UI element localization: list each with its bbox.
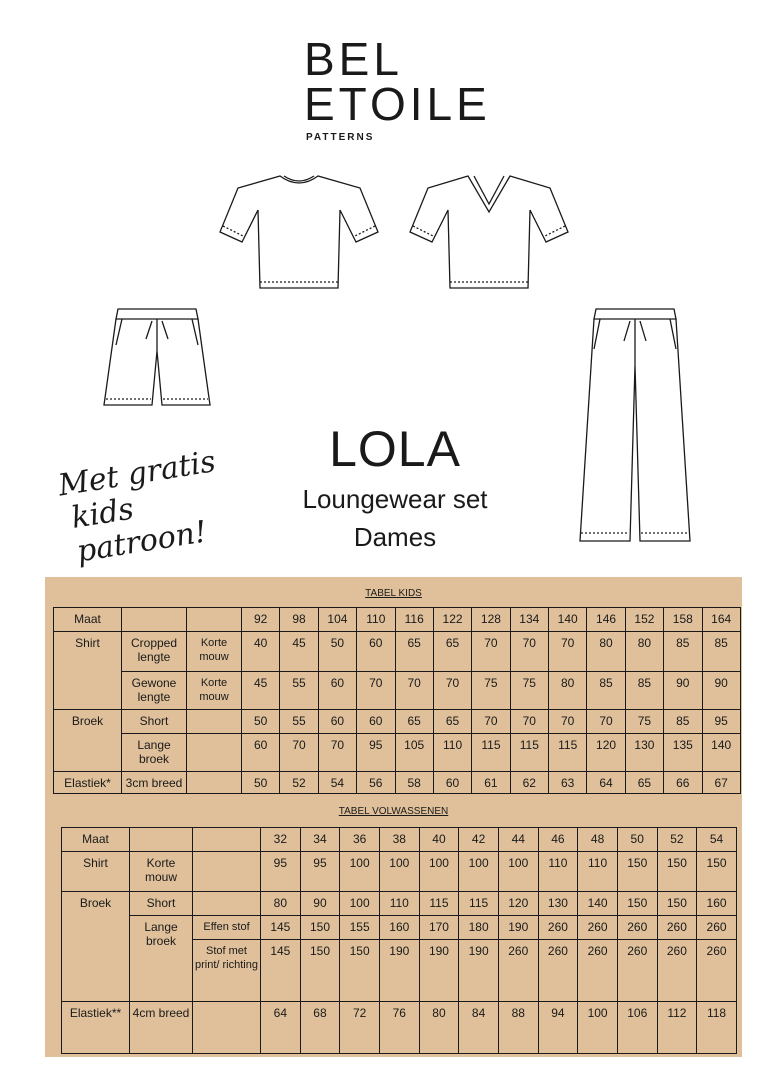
adults-row-label-c3: [193, 852, 261, 892]
adults-size-value: 115: [419, 892, 459, 916]
kids-table-title: TABEL KIDS: [365, 588, 422, 599]
kids-size-value: 116: [395, 608, 433, 632]
adults-size-value: 80: [419, 1002, 459, 1054]
kids-size-value: 70: [549, 632, 587, 672]
adults-size-value: 260: [697, 916, 737, 940]
kids-size-value: 70: [357, 672, 395, 710]
kids-size-value: 54: [318, 772, 356, 794]
kids-size-value: 60: [433, 772, 471, 794]
kids-size-value: 85: [664, 710, 702, 734]
adults-row-label-c2: 4cm breed: [130, 1002, 193, 1054]
kids-size-value: 60: [318, 710, 356, 734]
adults-row-label-c1: Maat: [62, 828, 130, 852]
adults-size-value: 180: [459, 916, 499, 940]
adults-size-value: 80: [261, 892, 301, 916]
adults-size-value: 115: [459, 892, 499, 916]
kids-size-value: 52: [280, 772, 318, 794]
kids-size-value: 152: [625, 608, 663, 632]
kids-row-label-c3: [187, 772, 242, 794]
kids-size-value: 50: [242, 710, 280, 734]
adults-table-row: [62, 916, 737, 940]
adults-size-value: 88: [498, 1002, 538, 1054]
kids-size-value: 75: [472, 672, 510, 710]
adults-size-value: 118: [697, 1002, 737, 1054]
adults-row-label-c2: Korte mouw: [130, 852, 193, 892]
adults-size-value: 72: [340, 1002, 380, 1054]
adults-row-label-c3: Stof met print/ richting: [193, 940, 261, 1002]
adults-row-label-c2: Short: [130, 892, 193, 916]
adults-size-value: 260: [538, 916, 578, 940]
kids-size-value: 115: [472, 734, 510, 772]
adults-size-value: 34: [300, 828, 340, 852]
kids-size-value: 55: [280, 710, 318, 734]
adults-size-table: [61, 827, 737, 1054]
brand-logo: [290, 34, 490, 146]
adults-size-value: 100: [498, 852, 538, 892]
kids-size-value: 70: [433, 672, 471, 710]
kids-table-row: [54, 772, 741, 794]
adults-size-value: 260: [578, 940, 618, 1002]
adults-table-title: TABEL VOLWASSENEN: [338, 806, 449, 817]
adults-size-value: 44: [498, 828, 538, 852]
adults-size-value: 110: [379, 892, 419, 916]
adults-row-label-c2: [130, 828, 193, 852]
kids-size-value: 67: [702, 772, 740, 794]
kids-size-value: 110: [357, 608, 395, 632]
adults-row-label-c3: [193, 892, 261, 916]
adults-size-value: 260: [657, 940, 697, 1002]
adults-size-value: 36: [340, 828, 380, 852]
kids-size-value: 63: [549, 772, 587, 794]
kids-size-value: 45: [242, 672, 280, 710]
adults-size-value: 52: [657, 828, 697, 852]
adults-size-value: 260: [578, 916, 618, 940]
adults-row-label-c3: Effen stof: [193, 916, 261, 940]
pattern-subtitle-audience: Dames: [353, 522, 437, 552]
kids-size-value: 105: [395, 734, 433, 772]
adults-table-row: [62, 892, 737, 916]
adults-size-value: 112: [657, 1002, 697, 1054]
adults-size-value: 190: [498, 916, 538, 940]
kids-size-value: 134: [510, 608, 548, 632]
adults-size-value: 190: [379, 940, 419, 1002]
kids-row-label-c3: Korte mouw: [187, 632, 242, 672]
adults-size-value: 95: [300, 852, 340, 892]
adults-size-value: 100: [459, 852, 499, 892]
kids-size-value: 158: [664, 608, 702, 632]
kids-size-value: 56: [357, 772, 395, 794]
kids-size-value: 60: [357, 710, 395, 734]
pattern-subtitle: Loungewear set: [302, 484, 488, 514]
tshirt-vneck-illustration: [408, 170, 570, 296]
adults-size-value: 100: [419, 852, 459, 892]
kids-size-value: 80: [549, 672, 587, 710]
kids-size-value: 80: [587, 632, 625, 672]
adults-row-label-c3: [193, 1002, 261, 1054]
kids-size-value: 146: [587, 608, 625, 632]
kids-size-value: 70: [587, 710, 625, 734]
kids-size-value: 70: [549, 710, 587, 734]
kids-size-value: 70: [280, 734, 318, 772]
adults-row-label-c3: [193, 828, 261, 852]
adults-size-value: 100: [379, 852, 419, 892]
adults-size-value: 84: [459, 1002, 499, 1054]
kids-size-value: 75: [510, 672, 548, 710]
kids-row-label-c1: Broek: [54, 710, 122, 772]
kids-row-label-c2: 3cm breed: [122, 772, 187, 794]
adults-row-label-c2: Lange broek: [130, 916, 193, 1002]
kids-size-value: 64: [587, 772, 625, 794]
kids-size-value: 70: [472, 632, 510, 672]
adults-size-value: 260: [498, 940, 538, 1002]
kids-size-value: 120: [587, 734, 625, 772]
adults-size-value: 48: [578, 828, 618, 852]
adults-size-value: 145: [261, 916, 301, 940]
kids-size-value: 65: [395, 710, 433, 734]
kids-size-value: 135: [664, 734, 702, 772]
kids-row-label-c1: Elastiek*: [54, 772, 122, 794]
adults-size-value: 260: [617, 940, 657, 1002]
kids-size-value: 55: [280, 672, 318, 710]
adults-row-label-c1: Shirt: [62, 852, 130, 892]
script-line-1: Met gratis: [55, 444, 218, 504]
kids-size-value: 85: [625, 672, 663, 710]
adults-size-value: 50: [617, 828, 657, 852]
adults-size-value: 260: [617, 916, 657, 940]
kids-size-value: 70: [510, 632, 548, 672]
adults-size-value: 150: [300, 940, 340, 1002]
tshirt-crewneck-illustration: [218, 170, 380, 296]
kids-row-label-c1: Maat: [54, 608, 122, 632]
kids-row-label-c3: [187, 608, 242, 632]
kids-size-value: 50: [318, 632, 356, 672]
kids-size-value: 60: [318, 672, 356, 710]
adults-size-value: 130: [538, 892, 578, 916]
kids-size-value: 115: [510, 734, 548, 772]
adults-row-label-c1: Broek: [62, 892, 130, 1002]
kids-size-value: 60: [242, 734, 280, 772]
adults-size-value: 160: [379, 916, 419, 940]
kids-row-label-c2: Lange broek: [122, 734, 187, 772]
adults-size-value: 150: [657, 852, 697, 892]
adults-size-value: 100: [578, 1002, 618, 1054]
adults-size-value: 150: [657, 892, 697, 916]
adults-size-value: 260: [657, 916, 697, 940]
adults-row-label-c1: Elastiek**: [62, 1002, 130, 1054]
shorts-illustration: [100, 305, 214, 411]
kids-size-value: 40: [242, 632, 280, 672]
kids-size-value: 164: [702, 608, 740, 632]
kids-size-value: 70: [395, 672, 433, 710]
adults-size-value: 110: [578, 852, 618, 892]
adults-table-row: [62, 852, 737, 892]
adults-size-value: 150: [340, 940, 380, 1002]
kids-row-label-c2: Cropped lengte: [122, 632, 187, 672]
adults-size-value: 100: [340, 852, 380, 892]
kids-table-row: [54, 632, 741, 672]
adults-size-value: 54: [697, 828, 737, 852]
brand-line-2: ETOILE: [304, 78, 491, 130]
kids-size-value: 62: [510, 772, 548, 794]
pattern-title: LOLA: [329, 421, 461, 477]
adults-size-value: 140: [578, 892, 618, 916]
kids-size-value: 95: [357, 734, 395, 772]
kids-row-label-c3: [187, 710, 242, 734]
adults-size-value: 94: [538, 1002, 578, 1054]
kids-size-value: 58: [395, 772, 433, 794]
kids-size-value: 95: [702, 710, 740, 734]
adults-size-value: 110: [538, 852, 578, 892]
adults-size-value: 150: [617, 852, 657, 892]
adults-size-value: 106: [617, 1002, 657, 1054]
adults-size-value: 150: [300, 916, 340, 940]
adults-table-row: [62, 1002, 737, 1054]
adults-size-value: 32: [261, 828, 301, 852]
kids-size-value: 140: [549, 608, 587, 632]
adults-size-value: 40: [419, 828, 459, 852]
free-kids-pattern-note: [56, 439, 269, 571]
adults-size-value: 100: [340, 892, 380, 916]
adults-size-value: 190: [459, 940, 499, 1002]
kids-size-value: 70: [510, 710, 548, 734]
kids-size-value: 50: [242, 772, 280, 794]
adults-size-value: 150: [617, 892, 657, 916]
adults-size-value: 76: [379, 1002, 419, 1054]
kids-size-value: 92: [242, 608, 280, 632]
adults-size-value: 95: [261, 852, 301, 892]
brand-line-1: BEL: [304, 33, 403, 85]
adults-size-value: 38: [379, 828, 419, 852]
trousers-illustration: [578, 305, 692, 545]
kids-row-label-c2: Gewone lengte: [122, 672, 187, 710]
adults-size-value: 160: [697, 892, 737, 916]
adults-size-value: 90: [300, 892, 340, 916]
kids-size-table: [53, 607, 741, 794]
kids-size-value: 65: [625, 772, 663, 794]
kids-size-value: 122: [433, 608, 471, 632]
size-tables-panel: [45, 577, 742, 1057]
adults-size-value: 120: [498, 892, 538, 916]
adults-size-value: 170: [419, 916, 459, 940]
kids-size-value: 65: [433, 632, 471, 672]
adults-size-value: 46: [538, 828, 578, 852]
adults-size-value: 42: [459, 828, 499, 852]
kids-size-value: 115: [549, 734, 587, 772]
adults-size-value: 68: [300, 1002, 340, 1054]
script-line-2: kids patroon!: [69, 491, 210, 570]
kids-size-value: 65: [433, 710, 471, 734]
adults-size-value: 260: [538, 940, 578, 1002]
kids-size-value: 80: [625, 632, 663, 672]
adults-size-value: 145: [261, 940, 301, 1002]
kids-table-row: [54, 672, 741, 710]
kids-size-value: 98: [280, 608, 318, 632]
kids-table-row: [54, 608, 741, 632]
kids-table-row: [54, 734, 741, 772]
kids-size-value: 66: [664, 772, 702, 794]
adults-table-row: [62, 828, 737, 852]
adults-size-value: 190: [419, 940, 459, 1002]
kids-size-value: 65: [395, 632, 433, 672]
kids-size-value: 85: [702, 632, 740, 672]
kids-size-value: 45: [280, 632, 318, 672]
kids-row-label-c1: Shirt: [54, 632, 122, 710]
adults-size-value: 150: [697, 852, 737, 892]
kids-row-label-c3: Korte mouw: [187, 672, 242, 710]
adults-size-value: 64: [261, 1002, 301, 1054]
kids-size-value: 90: [702, 672, 740, 710]
kids-size-value: 104: [318, 608, 356, 632]
adults-size-value: 260: [697, 940, 737, 1002]
kids-size-value: 70: [472, 710, 510, 734]
kids-size-value: 85: [587, 672, 625, 710]
kids-size-value: 60: [357, 632, 395, 672]
kids-size-value: 140: [702, 734, 740, 772]
kids-row-label-c2: Short: [122, 710, 187, 734]
kids-row-label-c3: [187, 734, 242, 772]
kids-table-row: [54, 710, 741, 734]
adults-size-value: 155: [340, 916, 380, 940]
kids-size-value: 90: [664, 672, 702, 710]
kids-size-value: 130: [625, 734, 663, 772]
kids-size-value: 61: [472, 772, 510, 794]
kids-size-value: 128: [472, 608, 510, 632]
brand-line-3: PATTERNS: [306, 132, 375, 143]
kids-size-value: 75: [625, 710, 663, 734]
kids-size-value: 110: [433, 734, 471, 772]
kids-row-label-c2: [122, 608, 187, 632]
kids-size-value: 70: [318, 734, 356, 772]
kids-size-value: 85: [664, 632, 702, 672]
